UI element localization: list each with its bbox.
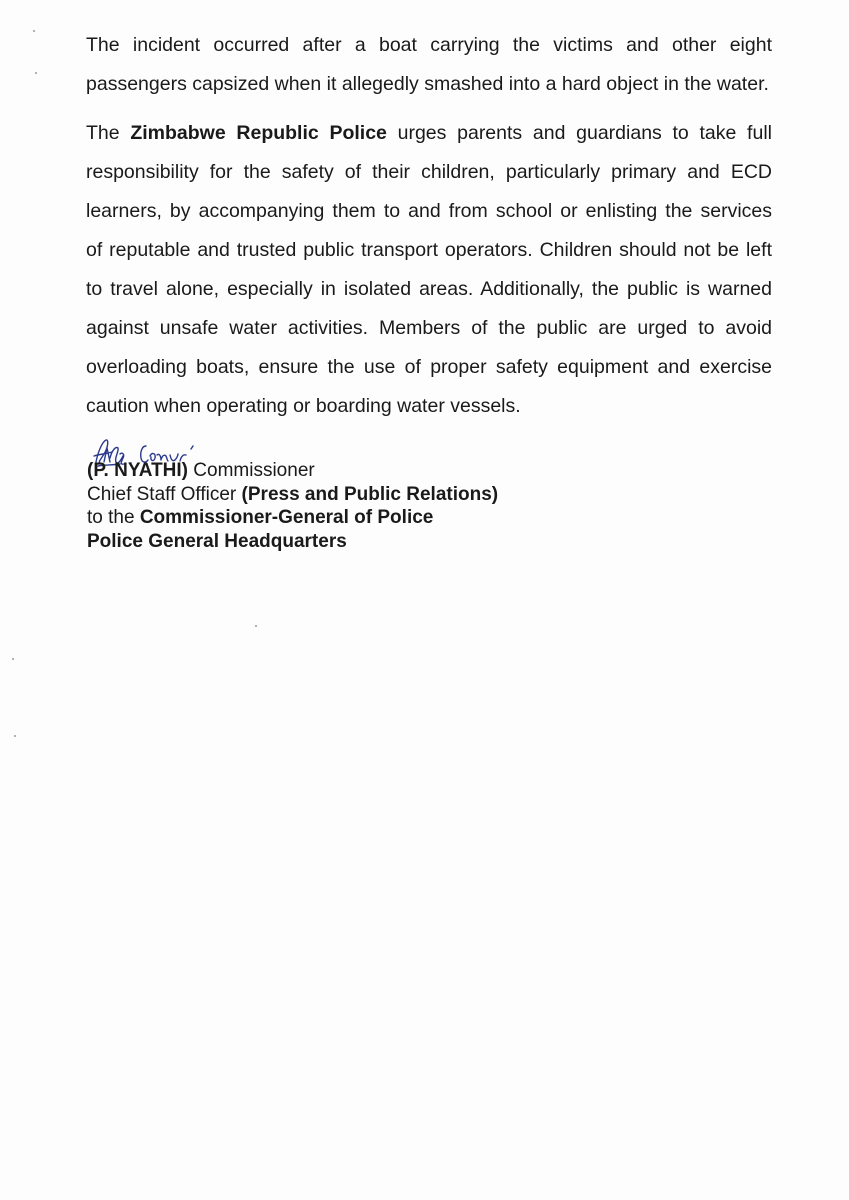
signatory-org-line [87,506,498,530]
paragraph-line: learners, by accompanying them to and from school or enlisting the services [86,200,772,222]
paragraph-line-1 [86,114,772,153]
paragraph-line: caution when operating or boarding water vessels. [86,395,521,417]
advisory-paragraph [86,114,772,426]
signatory-name: (P. NYATHI) [87,460,189,481]
line-prefix: The [86,122,131,144]
scan-speck [12,658,14,660]
signatory-title-line [87,483,498,507]
paragraph-line: against unsafe water activities. Members of the public are urged to avoid [86,317,772,339]
title-prefix: Chief Staff Officer [87,483,242,505]
scan-speck [35,72,37,74]
org-name: Commissioner-General of Police [139,507,434,528]
scan-speck [14,735,16,737]
paragraph-line: responsibility for the safety of their children, particularly primary and ECD [86,161,772,183]
signatory-name-line [87,459,498,483]
paragraph-line: of reputable and trusted public transport operators. Children should not be left [86,239,772,261]
incident-paragraph [86,26,772,104]
headquarters: Police General Headquarters [87,530,347,552]
paragraph-line: overloading boats, ensure the use of proper safety equipment and exercise [86,356,772,378]
paragraph-line: The incident occurred after a boat carrying the victims and other eight [86,34,772,56]
title-department: (Press and Public Relations) [241,483,499,505]
signatory-rank: Commissioner [188,460,315,481]
paragraph-line: to travel alone, especially in isolated areas. Additionally, the public is warned [86,278,772,300]
org-prefix: to the [87,507,140,528]
signatory-hq-line [87,530,498,554]
scan-speck [255,625,257,627]
zrp-name: Zimbabwe Republic Police [130,122,387,144]
signatory-block [87,459,498,553]
line-suffix: urges parents and guardians to take full [386,122,772,144]
scan-speck [33,30,35,32]
paragraph-line: passengers capsized when it allegedly smashed into a hard object in the water. [86,73,769,95]
